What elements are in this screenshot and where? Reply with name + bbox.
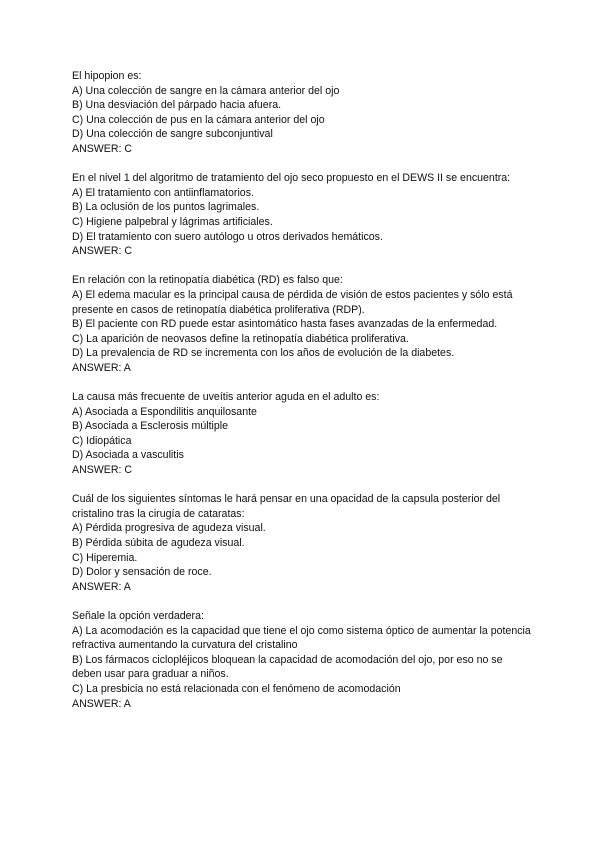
option-b: B) Pérdida súbita de agudeza visual. (72, 537, 245, 549)
answer: ANSWER: A (72, 580, 131, 593)
question-stem: El hipopion es: (72, 70, 142, 82)
answer: ANSWER: C (72, 464, 133, 477)
option-d: D) Una colección de sangre subconjuntival (72, 128, 273, 141)
option-c: C) Idiopática (72, 434, 132, 447)
question-stem: Cuál de los siguientes síntomas le hará pensar en una opacidad de la capsula posterior del cristalino tras la cirugía de cataratas: (72, 493, 501, 520)
answer: ANSWER: C (72, 245, 133, 258)
question-stem: La causa más frecuente de uveítis anterior aguda en el adulto es: (72, 391, 380, 404)
answer: ANSWER: C (72, 142, 133, 155)
option-c: C) La presbicia no está relacionada con el fenómeno de acomodación (72, 682, 401, 695)
option-c: C) Higiene palpebral y lágrimas artificiales. (72, 215, 273, 228)
answer: ANSWER: A (72, 697, 131, 710)
question-stem: Señale la opción verdadera: (72, 609, 204, 622)
question-5 (72, 492, 532, 594)
option-b: B) Una desviación del párpado hacia afuera. (72, 99, 282, 112)
question-6 (72, 609, 532, 711)
option-b: B) La oclusión de los puntos lagrimales. (72, 201, 260, 214)
question-2 (72, 171, 532, 259)
question-stem: En relación con la retinopatía diabética (RD) es falso que: (72, 274, 343, 287)
document-content (72, 69, 532, 726)
answer: ANSWER: A (72, 361, 131, 374)
option-d: D) Asociada a vasculitis (72, 449, 184, 462)
option-c: C) Hiperemia. (72, 551, 138, 564)
option-d: D) La prevalencia de RD se incrementa con los años de evolución de la diabetes. (72, 347, 455, 360)
option-c: C) Una colección de pus en la cámara anterior del ojo (72, 113, 325, 126)
option-d: D) Dolor y sensación de roce. (72, 566, 212, 579)
option-a: A) El edema macular es la principal causa de pérdida de visión de estos pacientes y sólo está presente en casos de retinopatía diabética proliferativa (RDP). (72, 288, 513, 316)
option-a: A) El tratamiento con antiinflamatorios. (72, 186, 254, 199)
question-stem: En el nivel 1 del algoritmo de tratamiento del ojo seco propuesto en el DEWS II se encuentra: (72, 172, 511, 185)
option-a: A) Pérdida progresiva de agudeza visual. (72, 522, 266, 535)
question-4 (72, 390, 532, 478)
option-d: D) El tratamiento con suero autólogo u otros derivados hemáticos. (72, 230, 383, 243)
option-b: B) Asociada a Esclerosis múltiple (72, 420, 229, 433)
option-a: A) Asociada a Espondilitis anquilosante (72, 405, 257, 418)
question-1 (72, 69, 532, 157)
option-b: B) Los fármacos ciclopléjicos bloquean la capacidad de acomodación del ojo, por eso no se deben usar para graduar a niños. (72, 653, 503, 681)
option-a: A) La acomodación es la capacidad que tiene el ojo como sistema óptico de aumentar la potencia refractiva aumentando la curvatura del cristalino (72, 624, 531, 652)
question-3 (72, 273, 532, 375)
option-c: C) La aparición de neovasos define la retinopatía diabética proliferativa. (72, 332, 409, 345)
option-a: A) Una colección de sangre en la cámara anterior del ojo (72, 84, 340, 97)
option-b: B) El paciente con RD puede estar asintomático hasta fases avanzadas de la enfermedad. (72, 318, 498, 331)
